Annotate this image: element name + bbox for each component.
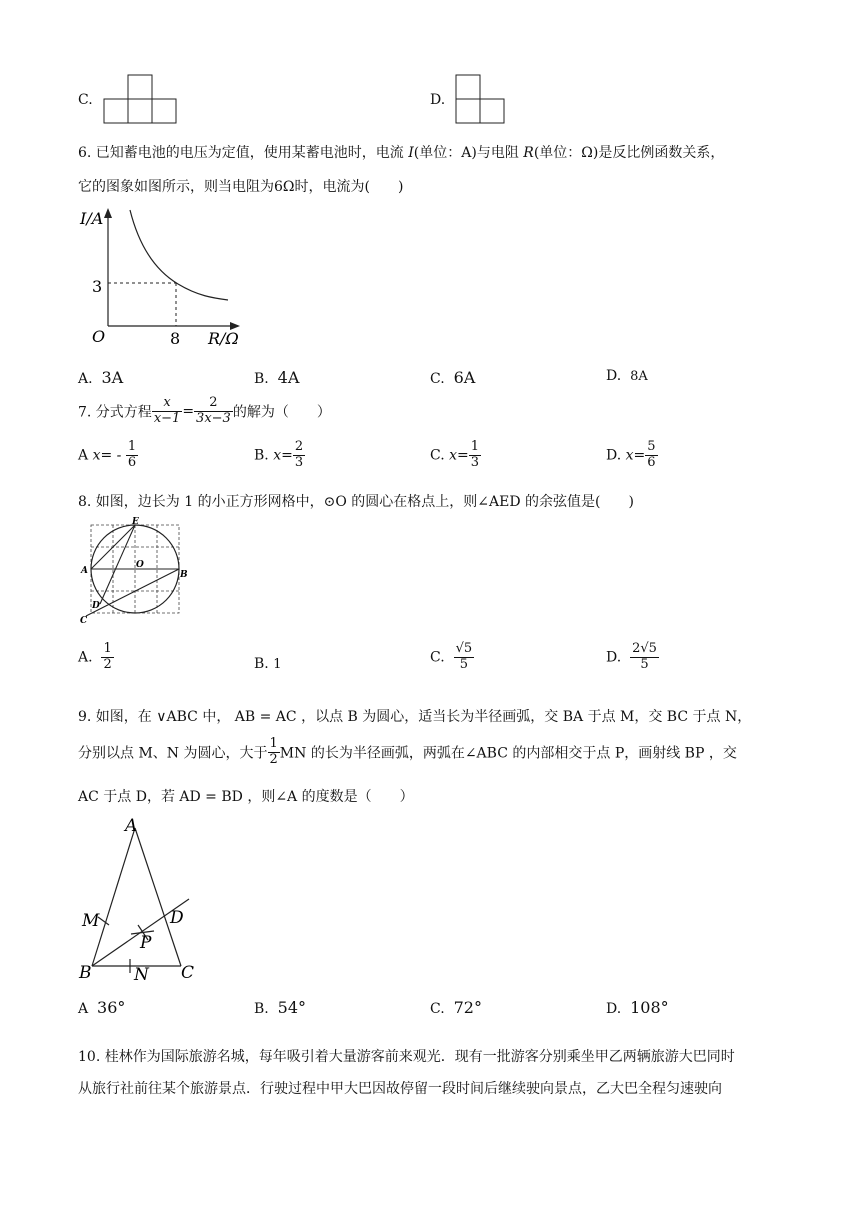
- q5-option-d-figure: [454, 74, 508, 124]
- option-label: C.: [430, 649, 445, 666]
- q6-ytick: 3: [92, 277, 103, 296]
- q9-stem-line1: 9. 如图，在 ∨ABC 中， AB = AC ，以点 B 为圆心，适当长为半径画弧，交 BA 于点 M，交 BC 于点 N，: [78, 709, 752, 725]
- q9-text: MN 的长为半径画弧，两弧在∠ABC 的内部相交于点 P，画射线 BP ，交: [279, 745, 737, 762]
- q9-label-d: D: [170, 908, 184, 928]
- fraction-denominator: 3: [294, 454, 304, 470]
- option-label: B.: [254, 371, 269, 387]
- option-label: C.: [430, 1001, 445, 1017]
- fraction-numerator: 1: [103, 641, 112, 656]
- q7-equals: =: [182, 403, 195, 420]
- option-fraction: [469, 440, 481, 471]
- option-label: D.: [606, 368, 622, 384]
- option-label: D.: [606, 649, 622, 666]
- option-text: 8A: [630, 369, 648, 384]
- option-fraction: [454, 642, 475, 673]
- q9-option-b: [254, 998, 306, 1017]
- q6-option-d: [606, 368, 648, 384]
- fraction-denominator: 3: [470, 454, 480, 470]
- q9-stem-line2: [78, 737, 737, 768]
- q6-text: 时，电流为( ): [294, 179, 404, 195]
- option-text: 3A: [101, 368, 124, 387]
- q9-half-fraction: [268, 737, 280, 768]
- q6-text: )是反比例函数关系，: [592, 145, 725, 161]
- arrow-up-icon: [104, 208, 112, 218]
- fraction-numerator: x: [152, 396, 183, 412]
- fraction-denominator: 2: [269, 751, 278, 767]
- option-label: B.: [254, 656, 269, 672]
- option-text: x= -: [92, 447, 126, 464]
- option-text: 72°: [453, 998, 482, 1017]
- fraction-numerator: 2: [294, 439, 304, 454]
- q8-option-b: [254, 656, 281, 672]
- q7-text: 7. 分式方程: [78, 404, 152, 421]
- fraction-numerator: 5: [647, 439, 656, 454]
- q7-rhs-fraction: [194, 396, 233, 427]
- q6-stem-line1: [78, 142, 724, 162]
- q8-label-b: B: [180, 570, 188, 580]
- option-text: x=: [273, 447, 293, 464]
- option-text: 36°: [97, 998, 126, 1017]
- option-fraction: [293, 440, 305, 471]
- option-fraction: [630, 642, 659, 673]
- option-text: x=: [449, 447, 469, 464]
- fraction-numerator: 2: [194, 396, 233, 412]
- option-label: A.: [78, 371, 93, 387]
- q8-figure: [78, 516, 190, 628]
- q10-stem-line1: 10. 桂林作为国际旅游名城，每年吸引着大量游客前来观光．现有一批游客分别乘坐甲乙两辆旅游大巴同时: [78, 1049, 735, 1065]
- option-label: B.: [254, 1001, 269, 1017]
- option-label: D.: [606, 1001, 622, 1017]
- q8-label-a: A: [81, 566, 88, 576]
- fraction-numerator: 1: [470, 439, 480, 454]
- fraction-numerator: √5: [455, 641, 473, 656]
- fraction-denominator: 5: [640, 656, 649, 672]
- q8-label-d: D: [92, 601, 100, 611]
- option-label: A: [78, 1001, 89, 1017]
- q8-option-d: [606, 642, 659, 673]
- q6-option-b: [254, 368, 299, 387]
- option-label: A: [78, 447, 89, 464]
- q9-label-c: C: [181, 963, 195, 983]
- q8-option-c: [430, 642, 474, 673]
- option-label: A.: [78, 649, 93, 666]
- q7-option-a: [78, 440, 138, 471]
- q6-xlabel: R/Ω: [208, 329, 239, 348]
- q6-omega: Ω: [581, 145, 593, 161]
- option-label: C.: [430, 447, 445, 464]
- option-text: 108°: [630, 998, 669, 1017]
- q6-ylabel: I/A: [80, 209, 104, 228]
- q6-origin: O: [92, 327, 106, 346]
- option-text: x=: [625, 447, 646, 464]
- q6-text: (单位：A)与电阻: [413, 145, 524, 161]
- q6-var-r: R: [523, 145, 534, 161]
- option-text: 1: [273, 657, 282, 672]
- q9-label-a: A: [125, 816, 138, 836]
- q6-option-a: [78, 368, 123, 387]
- option-label: B.: [254, 447, 269, 464]
- q6-graph: [78, 200, 258, 355]
- q9-option-d: [606, 998, 669, 1017]
- option-text: 4A: [277, 368, 300, 387]
- q10-stem-line2: 从旅行社前往某个旅游景点．行驶过程中甲大巴因故停留一段时间后继续驶向景点，乙大巴全程匀速驶向: [78, 1081, 722, 1097]
- q7-lhs-fraction: [152, 396, 183, 427]
- q9-label-m: M: [82, 911, 100, 931]
- option-label: C.: [430, 371, 445, 387]
- q6-option-c: [430, 368, 475, 387]
- option-fraction: [126, 440, 138, 471]
- fraction-denominator: 5: [459, 656, 468, 672]
- q9-option-a: [78, 998, 125, 1017]
- q9-option-c: [430, 998, 482, 1017]
- q9-label-n: N: [134, 965, 149, 985]
- fraction-numerator: 2√5: [632, 641, 657, 656]
- q8-option-a: [78, 642, 114, 673]
- fraction-denominator: 3x−3: [196, 410, 231, 426]
- fraction-denominator: x−1: [153, 410, 181, 426]
- option-fraction: [101, 642, 113, 673]
- fraction-denominator: 2: [103, 656, 112, 672]
- q5-option-c-figure: [102, 74, 178, 124]
- fraction-numerator: 1: [269, 736, 278, 751]
- q5-option-d-label: D.: [430, 92, 446, 108]
- option-label: D.: [606, 447, 622, 464]
- q5-option-c-label: C.: [78, 92, 93, 108]
- q7-option-d: [606, 440, 658, 471]
- fraction-denominator: 6: [647, 454, 656, 470]
- q6-curve: [130, 210, 228, 300]
- q6-var-i: I: [408, 145, 414, 161]
- q9-label-p: P: [140, 933, 152, 953]
- q6-value: 6Ω: [274, 179, 295, 195]
- q6-text: 它的图象如图所示，则当电阻为: [78, 179, 274, 195]
- q7-option-c: [430, 440, 481, 471]
- option-text: 6A: [453, 368, 476, 387]
- q8-label-c: C: [80, 616, 88, 626]
- option-fraction: [645, 440, 657, 471]
- q7-stem: [78, 396, 331, 427]
- q9-stem-line3: AC 于点 D，若 AD = BD ，则∠A 的度数是（ ）: [78, 789, 414, 805]
- q7-option-b: [254, 440, 305, 471]
- q6-xtick: 8: [170, 329, 181, 348]
- q8-label-e: E: [132, 517, 139, 527]
- fraction-denominator: 6: [127, 454, 137, 470]
- q8-stem: 8. 如图，边长为 1 的小正方形网格中，⊙O 的圆心在格点上，则∠AED 的余弦值是( ): [78, 494, 634, 510]
- fraction-numerator: 1: [127, 439, 137, 454]
- q6-text: 6. 已知蓄电池的电压为定值，使用某蓄电池时，电流: [78, 145, 409, 161]
- q7-text: 的解为（ ）: [232, 404, 331, 421]
- q8-label-o: O: [136, 560, 144, 570]
- option-text: 54°: [277, 998, 307, 1017]
- q9-label-b: B: [79, 963, 92, 983]
- q6-text: (单位：: [533, 145, 582, 161]
- q9-figure: [78, 814, 208, 986]
- q6-stem-line2: [78, 176, 403, 196]
- q9-text: 分别以点 M、N 为圆心，大于: [78, 745, 268, 762]
